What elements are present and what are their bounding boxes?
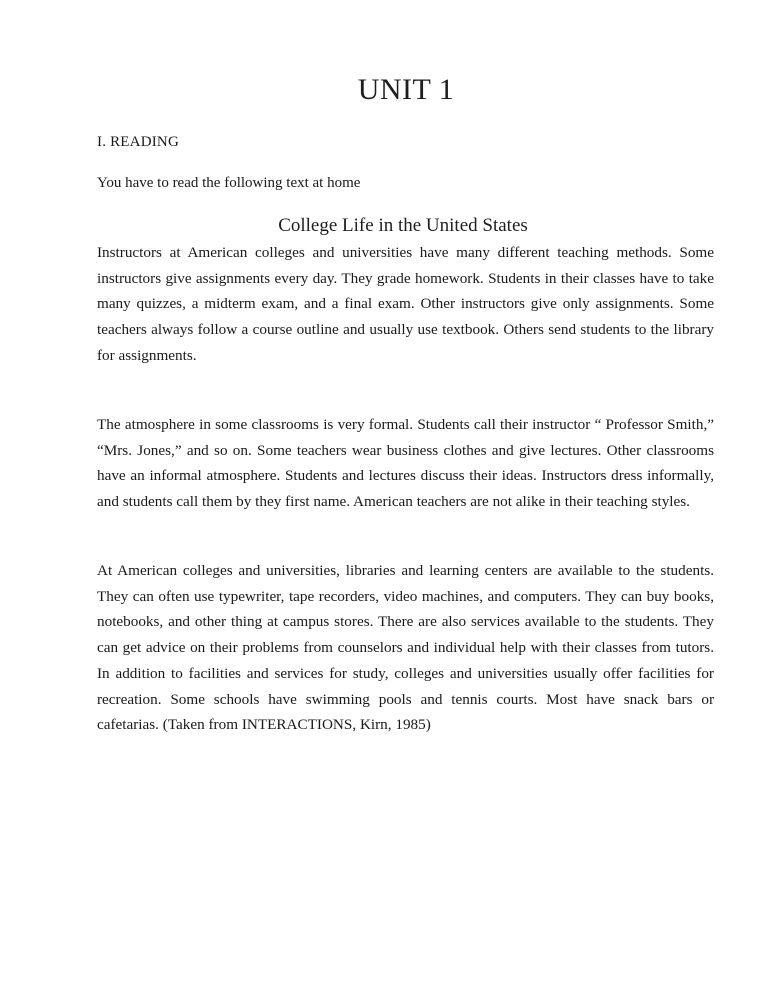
unit-title: UNIT 1 bbox=[357, 73, 455, 106]
body-paragraph-classroom-atmosphere: The atmosphere in some classrooms is very formal. Students call their instructor “ Professor Smith,” “Mrs. Jones,” and so on. Some teachers wear business clothes and give lectures. Other classrooms have an informal atmosphere. Students and lectures discuss their ideas. Instructors dress informally, and students call them by they first name. American teachers are not alike in their teaching styles. bbox=[97, 416, 714, 511]
reading-instruction: You have to read the following text at home bbox=[97, 175, 361, 191]
section-heading: I. READING bbox=[97, 134, 179, 150]
text-title: College Life in the United States bbox=[278, 215, 528, 236]
body-paragraph-facilities: At American colleges and universities, libraries and learning centers are available to the students. They can often use typewriter, tape recorders, video machines, and computers. They can buy books, notebooks, and other thing at campus stores. There are also services available to the students. They can get advice on their problems from counselors and individual help with their classes from tutors. In addition to facilities and services for study, colleges and universities usually offer facilities for recreation. Some schools have swimming pools and tennis courts. Most have snack bars or cafetarias. (Taken from INTERACTIONS, Kirn, 1985) bbox=[97, 562, 714, 734]
body-paragraph-teaching-methods: Instructors at American colleges and universities have many different teaching methods. Some instructors give assignments every day. They grade homework. Students in their classes have to take many quizzes, a midterm exam, and a final exam. Other instructors give only assignments. Some teachers always follow a course outline and usually use textbook. Others send students to the library for assignments. bbox=[97, 244, 714, 364]
